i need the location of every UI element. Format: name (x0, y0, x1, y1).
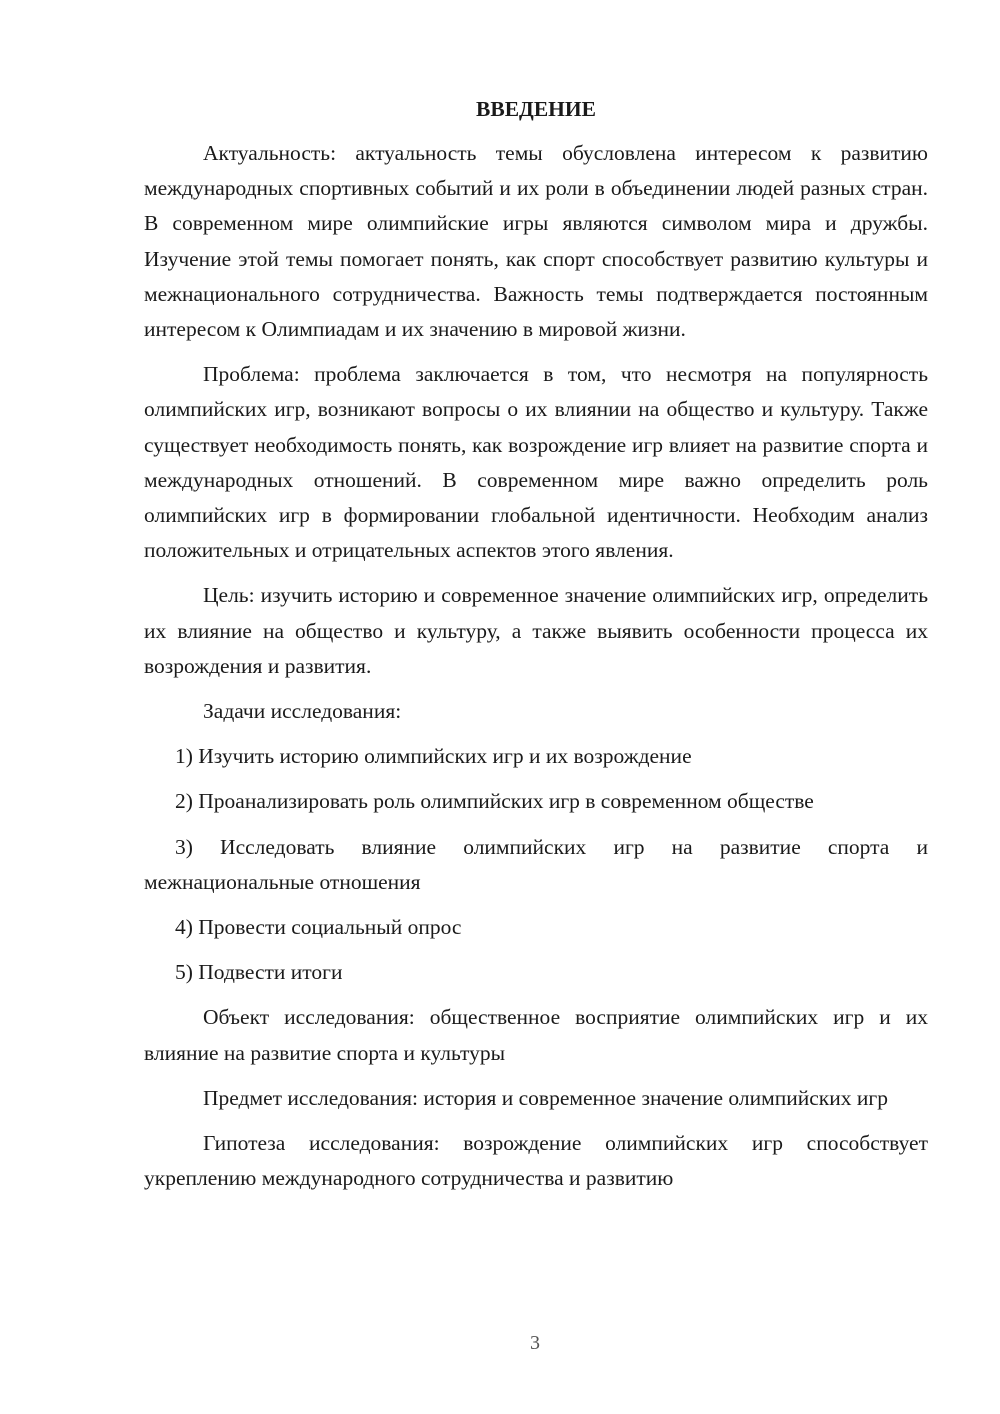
page-content (144, 92, 928, 1206)
page-number: 3 (530, 1332, 540, 1354)
task-item-2: 2) Проанализировать роль олимпийских игр в современном обществе (175, 789, 814, 814)
task-item-3: 3) Исследовать влияние олимпийских игр на развитие спорта и межнациональные отношения (144, 834, 928, 894)
tasks-heading: Задачи исследования: (203, 699, 402, 724)
object-paragraph: Объект исследования: общественное восприятие олимпийских игр и их влияние на развитие спорта и культуры (144, 1005, 928, 1065)
hypothesis-paragraph: Гипотеза исследования: возрождение олимпийских игр способствует укреплению международного сотрудничества и развитию (144, 1131, 928, 1191)
task-item-5: 5) Подвести итоги (175, 960, 343, 985)
subject-paragraph: Предмет исследования: история и современное значение олимпийских игр (203, 1085, 888, 1110)
goal-paragraph: Цель: изучить историю и современное значение олимпийских игр, определить их влияние на общество и культуру, а также выявить особенности процесса их возрождения и развития. (144, 583, 928, 678)
relevance-paragraph: Актуальность: актуальность темы обусловлена интересом к развитию международных спортивных событий и их роли в объединении людей разных стран. В современном мире олимпийские игры являются символом мира и дружбы. Изучение этой темы помогает понять, как спорт способствует развитию культуры и межнационального сотрудничества. Важность темы подтверждается постоянным интересом к Олимпиадам и их значению в мировой жизни. (144, 141, 928, 342)
task-item-4: 4) Провести социальный опрос (175, 915, 462, 940)
problem-paragraph: Проблема: проблема заключается в том, что несмотря на популярность олимпийских игр, возникают вопросы о их влиянии на общество и культуру. Также существует необходимость понять, как возрождение игр влияет на развитие спорта и международных отношений. В современном мире важно определить роль олимпийских игр в формировании глобальной идентичности. Необходим анализ положительных и отрицательных аспектов этого явления. (144, 362, 928, 563)
task-item-1: 1) Изучить историю олимпийских игр и их возрождение (175, 744, 692, 769)
page-title: ВВЕДЕНИЕ (476, 97, 596, 121)
